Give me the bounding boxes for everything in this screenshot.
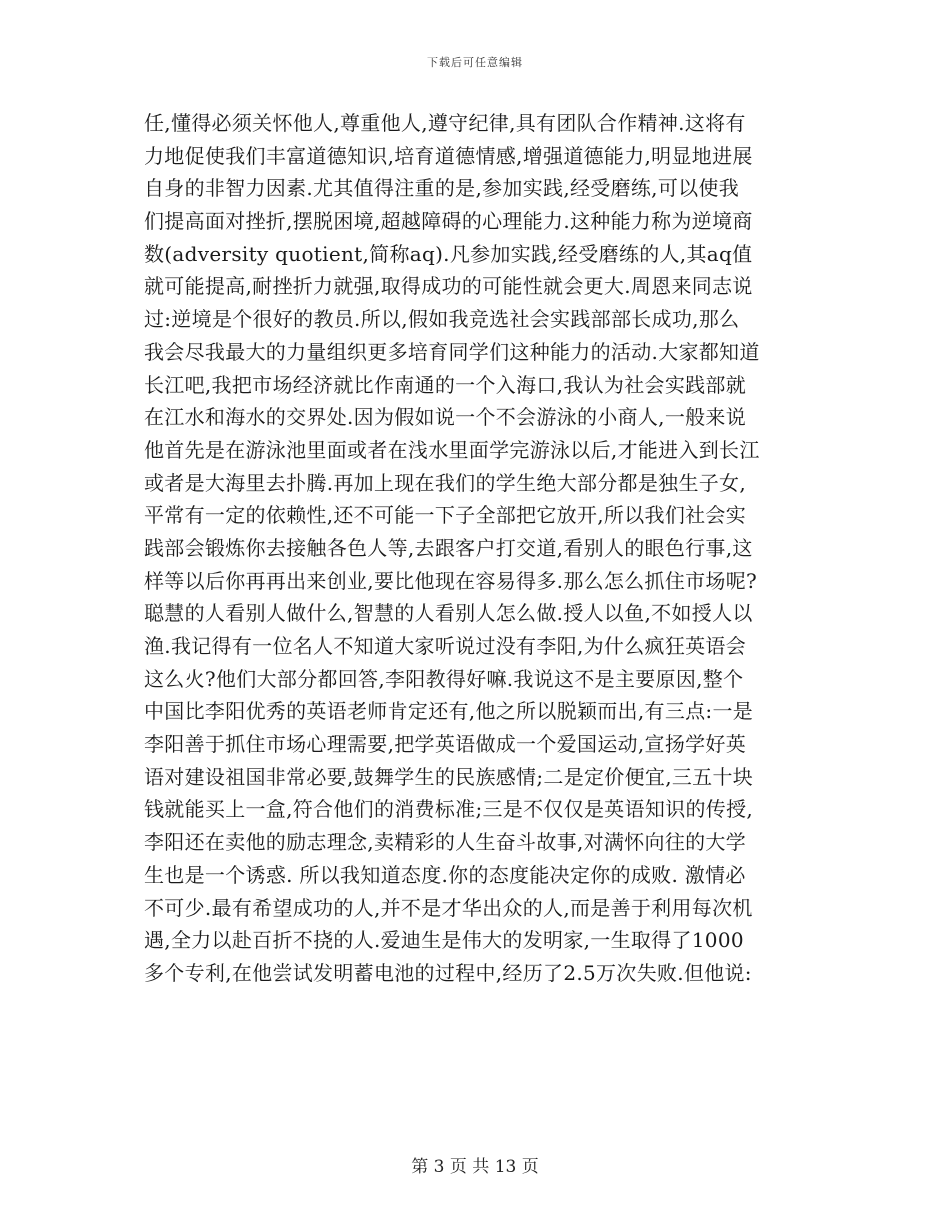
text-line: 力地促使我们丰富道德知识,培育道德情感,增强道德能力,明显地进展 bbox=[144, 143, 753, 168]
text-line: 样等以后你再再出来创业,要比他现在容易得多.那么怎么抓住市场呢? bbox=[144, 568, 758, 593]
text-line: 数(adversity quotient,简称aq).凡参加实践,经受磨练的人,其aq值 bbox=[144, 241, 753, 266]
text-line: 在江水和海水的交界处.因为假如说一个不会游泳的小商人,一般来说 bbox=[144, 405, 747, 430]
text-line: 多个专利,在他尝试发明蓄电池的过程中,经历了2.5万次失败.但他说: bbox=[144, 960, 752, 985]
text-line: 或者是大海里去扑腾.再加上现在我们的学生绝大部分都是独生子女, bbox=[144, 470, 747, 495]
text-line: 任,懂得必须关怀他人,尊重他人,遵守纪律,具有团队合作精神.这将有 bbox=[144, 111, 746, 135]
body-text bbox=[144, 107, 824, 990]
text-line: 平常有一定的依赖性,还不可能一下子全部把它放开,所以我们社会实 bbox=[144, 503, 747, 528]
text-line: 聪慧的人看别人做什么,智慧的人看别人怎么做.授人以鱼,不如授人以 bbox=[144, 601, 753, 626]
page-header: 下载后可任意编辑 bbox=[427, 56, 523, 69]
text-line: 不可少.最有希望成功的人,并不是才华出众的人,而是善于利用每次机 bbox=[144, 895, 753, 920]
text-line: 长江吧,我把市场经济就比作南通的一个入海口,我认为社会实践部就 bbox=[144, 372, 747, 397]
text-line: 钱就能买上一盒,符合他们的消费标准;三是不仅仅是英语知识的传授, bbox=[144, 797, 754, 822]
text-line: 李阳还在卖他的励志理念,卖精彩的人生奋斗故事,对满怀向往的大学 bbox=[144, 830, 747, 855]
text-line: 中国比李阳优秀的英语老师肯定还有,他之所以脱颖而出,有三点:一是 bbox=[144, 699, 754, 724]
text-line: 语对建设祖国非常必要,鼓舞学生的民族感情;二是定价便宜,三五十块 bbox=[144, 764, 754, 789]
text-line: 生也是一个诱惑. 所以我知道态度.你的态度能决定你的成败. 激情必 bbox=[144, 862, 746, 887]
text-line: 我会尽我最大的力量组织更多培育同学们这种能力的活动.大家都知道 bbox=[144, 339, 760, 364]
text-line: 他首先是在游泳池里面或者在浅水里面学完游泳以后,才能进入到长江 bbox=[144, 437, 760, 462]
text-line: 遇,全力以赴百折不挠的人.爱迪生是伟大的发明家,一生取得了1000 bbox=[144, 928, 744, 953]
page-footer: 第 3 页 共 13 页 bbox=[411, 1157, 539, 1177]
text-line: 们提高面对挫折,摆脱困境,超越障碍的心理能力.这种能力称为逆境商 bbox=[144, 209, 753, 234]
text-line: 践部会锻炼你去接触各色人等,去跟客户打交道,看别人的眼色行事,这 bbox=[144, 535, 753, 560]
text-line: 渔.我记得有一位名人不知道大家听说过没有李阳,为什么疯狂英语会 bbox=[144, 634, 747, 658]
text-line: 自身的非智力因素.尤其值得注重的是,参加实践,经受磨练,可以使我 bbox=[144, 176, 740, 201]
text-line: 这么火?他们大部分都回答,李阳教得好嘛.我说这不是主要原因,整个 bbox=[144, 666, 744, 691]
text-line: 就可能提高,耐挫折力就强,取得成功的可能性就会更大.周恩来同志说 bbox=[144, 274, 753, 299]
text-line: 过:逆境是个很好的教员.所以,假如我竞选社会实践部部长成功,那么 bbox=[144, 307, 740, 332]
text-line: 李阳善于抓住市场心理需要,把学英语做成一个爱国运动,宣扬学好英 bbox=[144, 732, 747, 757]
